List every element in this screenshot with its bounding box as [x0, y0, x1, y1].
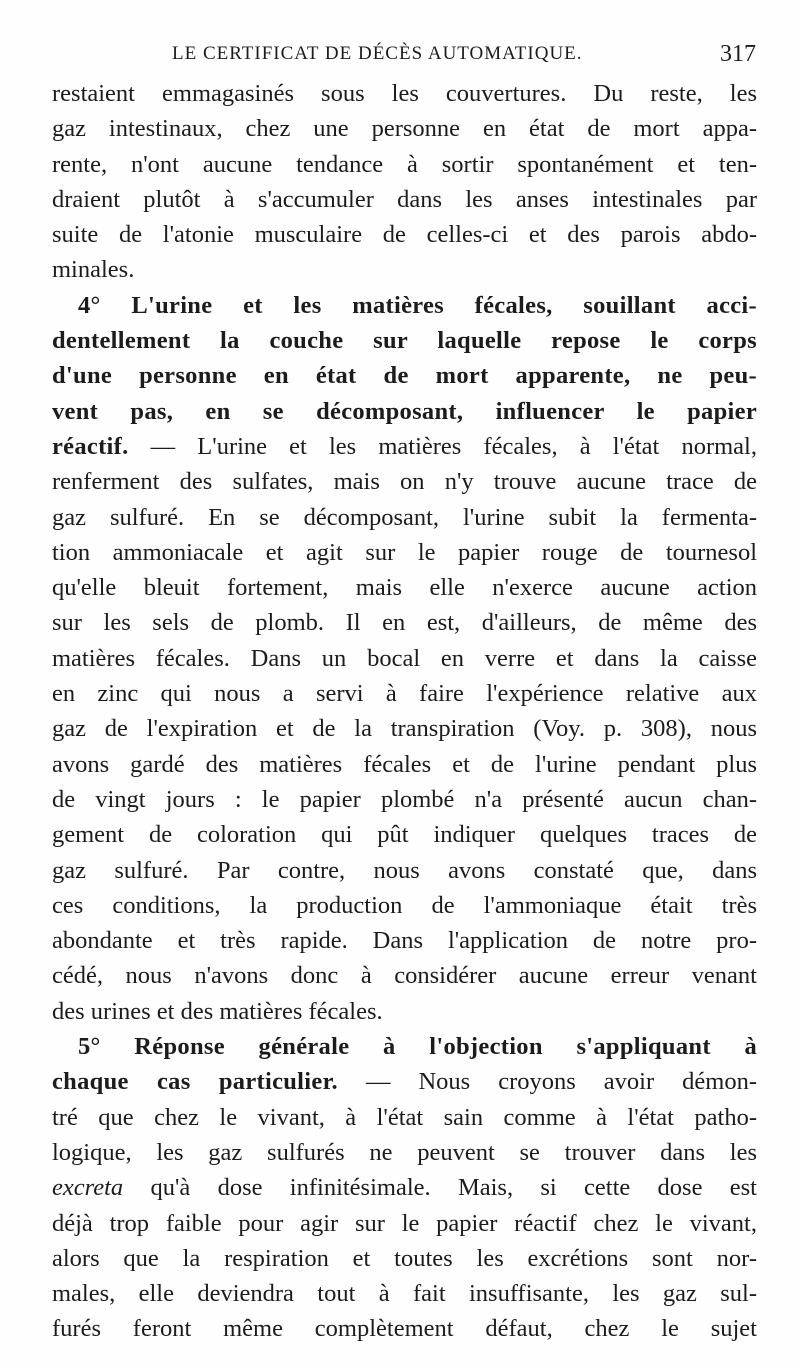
section-heading-line — [52, 1029, 757, 1064]
text-line: alors que la respiration et toutes les excrétions sont nor- — [52, 1244, 757, 1272]
text-line: cédé, nous n'avons donc à considérer aucune erreur venant — [52, 962, 757, 990]
page-number: 317 — [720, 41, 756, 67]
text-line: gaz sulfuré. En se décomposant, l'urine subit la fermenta- — [52, 503, 757, 531]
section-heading-text: d'une personne en état de mort apparente, ne peu- — [52, 362, 757, 390]
section-heading-text: réactif. — [52, 432, 129, 460]
italic-term: excreta — [52, 1174, 124, 1202]
section-heading-text: dentellement la couche sur laquelle repose le corps — [52, 327, 757, 355]
section-heading-4: 4° L'urine et les matières fécales, souillant acci- — [78, 291, 757, 319]
text-line: furés feront même complètement défaut, chez le sujet — [52, 1315, 757, 1343]
text-line: des urines et des matières fécales. — [52, 997, 383, 1025]
text-line: qu'elle bleuit fortement, mais elle n'exerce aucune action — [52, 574, 757, 602]
text-line — [52, 1064, 757, 1099]
text-line: ces conditions, la production de l'ammoniaque était très — [52, 891, 757, 919]
section-heading-line — [52, 323, 757, 358]
text-line: gaz intestinaux, chez une personne en état de mort appa- — [52, 115, 757, 143]
text-line — [52, 1170, 757, 1205]
section-heading-line — [52, 288, 757, 323]
running-title: LE CERTIFICAT DE DÉCÈS AUTOMATIQUE. — [172, 43, 583, 64]
text-run: — Nous croyons avoir démon- — [337, 1068, 758, 1096]
text-line: males, elle deviendra tout à fait insuffisante, les gaz sul- — [52, 1280, 757, 1308]
text-line: sur les sels de plomb. Il en est, d'ailleurs, de même des — [52, 609, 757, 637]
text-line: restaient emmagasinés sous les couvertures. Du reste, les — [52, 80, 757, 107]
text-line: de vingt jours : le papier plombé n'a présenté aucun chan- — [52, 785, 757, 813]
text-line: minales. — [52, 256, 135, 284]
text-line: rente, n'ont aucune tendance à sortir spontanément et ten- — [52, 150, 757, 178]
text-run: — L'urine et les matières fécales, à l'état normal, — [128, 432, 757, 460]
text-line: avons gardé des matières fécales et de l'urine pendant plus — [52, 750, 757, 778]
section-heading-text: vent pas, en se décomposant, influencer le papier — [52, 397, 757, 425]
text-line: tré que chez le vivant, à l'état sain comme à l'état patho- — [52, 1103, 757, 1131]
text-line — [52, 429, 757, 464]
text-line: déjà trop faible pour agir sur le papier réactif chez le vivant, — [52, 1209, 757, 1237]
text-line: gement de coloration qui pût indiquer quelques traces de — [52, 821, 757, 849]
section-heading-5: 5° Réponse générale à l'objection s'appliquant à — [78, 1033, 757, 1061]
text-line: suite de l'atonie musculaire de celles-ci et des parois abdo- — [52, 221, 757, 249]
text-line: gaz sulfuré. Par contre, nous avons constaté que, dans — [52, 856, 757, 884]
section-heading-line — [52, 358, 757, 393]
text-line: matières fécales. Dans un bocal en verre et dans la caisse — [52, 644, 757, 672]
section-heading-line — [52, 394, 757, 429]
text-line: gaz de l'expiration et de la transpiration (Voy. p. 308), nous — [52, 715, 757, 743]
text-line: draient plutôt à s'accumuler dans les anses intestinales par — [52, 185, 757, 213]
section-heading-text: chaque cas particulier. — [52, 1068, 338, 1096]
text-run: qu'à dose infinitésimale. Mais, si cette dose est — [123, 1174, 757, 1202]
text-line: renferment des sulfates, mais on n'y trouve aucune trace de — [52, 468, 757, 496]
text-line: en zinc qui nous a servi à faire l'expérience relative aux — [52, 680, 757, 708]
text-line: tion ammoniacale et agit sur le papier rouge de tournesol — [52, 538, 757, 566]
text-line: abondante et très rapide. Dans l'application de notre pro- — [52, 927, 757, 955]
text-line: logique, les gaz sulfurés ne peuvent se trouver dans les — [52, 1138, 757, 1166]
running-header — [0, 38, 800, 70]
body-text — [52, 76, 757, 1347]
